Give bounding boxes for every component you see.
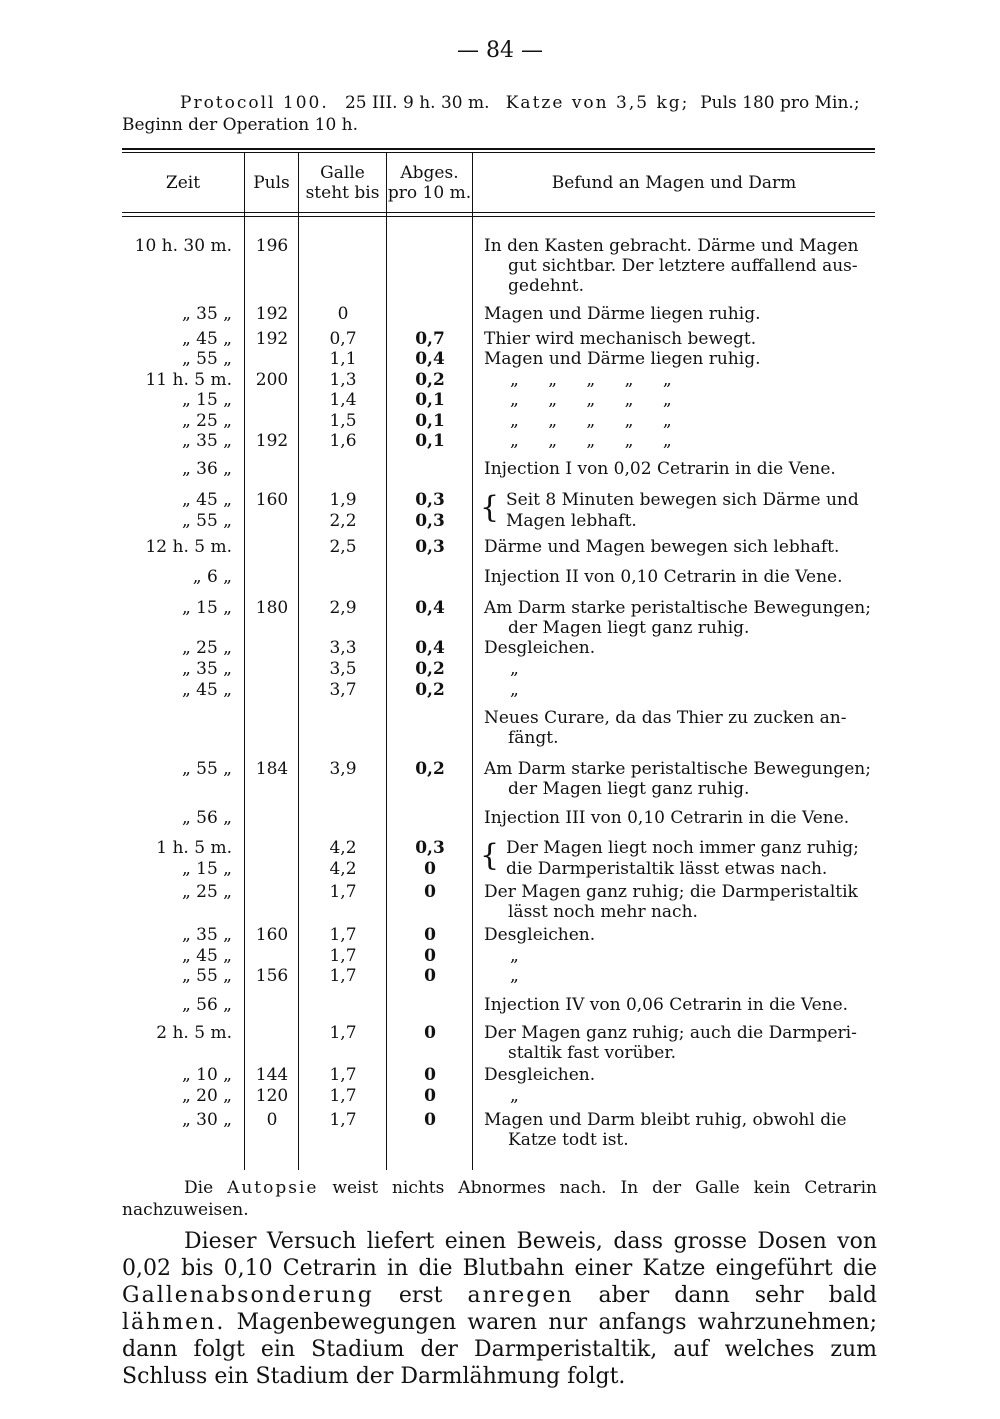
cell-zeit: „ 55 „	[181, 966, 232, 986]
conclusion-spaced-2: anregen	[467, 1283, 574, 1308]
cell-galle: 1,7	[329, 946, 357, 966]
cell-galle: 1,7	[329, 1065, 357, 1085]
befund-line: „ „ „ „ „	[510, 431, 672, 451]
cell-befund	[484, 1023, 876, 1063]
column-divider	[298, 152, 299, 1170]
cell-abges: 0	[424, 859, 436, 879]
cell-abges: 0	[424, 966, 436, 986]
cell-galle: 1,7	[329, 966, 357, 986]
cell-galle: 2,2	[329, 511, 357, 531]
befund-line: „	[510, 680, 519, 700]
cell-befund	[484, 659, 876, 679]
cell-zeit: „ 55 „	[181, 759, 232, 779]
cell-zeit: 10 h. 30 m.	[134, 236, 232, 256]
befund-line: Am Darm starke peristaltische Bewegungen;	[484, 759, 871, 779]
befund-line: „ „ „ „ „	[510, 390, 672, 410]
cell-befund	[484, 946, 876, 966]
cell-galle: 1,7	[329, 882, 357, 902]
header-puls: Puls	[253, 173, 290, 193]
cell-abges: 0,3	[415, 490, 445, 510]
cell-zeit: „ 25 „	[181, 638, 232, 658]
cell-befund	[484, 859, 876, 879]
cell-galle: 1,7	[329, 925, 357, 945]
cell-galle: 1,7	[329, 1023, 357, 1043]
cell-befund	[484, 708, 876, 748]
cell-befund	[484, 882, 876, 922]
cell-abges: 0,7	[415, 329, 445, 349]
cell-zeit: 11 h. 5 m.	[145, 370, 232, 390]
befund-line: Desgleichen.	[484, 925, 596, 945]
cell-abges: 0	[424, 946, 436, 966]
cell-befund	[484, 680, 876, 700]
cell-zeit: „ 10 „	[181, 1065, 232, 1085]
cell-abges: 0,4	[415, 598, 445, 618]
befund-line: Desgleichen.	[484, 1065, 596, 1085]
befund-line: Injection III von 0,10 Cetrarin in die Vene.	[484, 808, 850, 828]
cell-puls: 160	[255, 925, 289, 945]
header-abges: Abges. pro 10 m.	[387, 163, 472, 203]
befund-line: Neues Curare, da das Thier zu zucken an-	[484, 708, 847, 728]
protocol-date: 25 III. 9 h. 30 m.	[344, 93, 490, 113]
cell-abges: 0	[424, 1065, 436, 1085]
conclusion-spaced-1: Gallenabsonderung	[122, 1283, 374, 1308]
cell-abges: 0,3	[415, 838, 445, 858]
cell-galle: 3,3	[329, 638, 357, 658]
cell-puls: 192	[255, 304, 289, 324]
befund-line: Magen und Därme liegen ruhig.	[484, 304, 761, 324]
cell-galle: 3,9	[329, 759, 357, 779]
cell-galle: 1,7	[329, 1086, 357, 1106]
befund-line: Magen lebhaft.	[506, 511, 637, 531]
conclusion-mid-2: aber dann sehr bald	[598, 1283, 877, 1308]
autopsy-note	[122, 1177, 877, 1221]
befund-line: Injection I von 0,02 Cetrarin in die Vene.	[484, 459, 836, 479]
cell-galle: 1,5	[329, 411, 357, 431]
cell-zeit: „ 35 „	[181, 659, 232, 679]
cell-abges: 0,1	[415, 431, 445, 451]
befund-line: „ „ „ „ „	[510, 370, 672, 390]
cell-zeit: „ 45 „	[181, 329, 232, 349]
cell-zeit: „ 6 „	[192, 567, 232, 587]
cell-puls: 196	[255, 236, 289, 256]
cell-zeit: „ 45 „	[181, 490, 232, 510]
header-befund: Befund an Magen und Darm	[551, 173, 797, 193]
cell-zeit: „ 20 „	[181, 1086, 232, 1106]
cell-puls: 120	[255, 1086, 289, 1106]
cell-zeit: 1 h. 5 m.	[156, 838, 232, 858]
cell-befund	[484, 995, 876, 1015]
cell-abges: 0	[424, 1086, 436, 1106]
cell-befund	[484, 1065, 876, 1085]
cell-zeit: „ 35 „	[181, 925, 232, 945]
cell-galle: 4,2	[329, 859, 357, 879]
befund-line: Magen und Därme liegen ruhig.	[484, 349, 761, 369]
conclusion-mid: erst	[398, 1283, 443, 1308]
cell-befund	[484, 411, 876, 431]
cell-abges: 0,3	[415, 537, 445, 557]
protocol-line-1	[122, 92, 882, 114]
protocol-label: Protocoll 100.	[180, 93, 329, 113]
conclusion-paragraph	[122, 1228, 877, 1390]
cell-befund	[484, 236, 876, 296]
cell-puls: 192	[255, 431, 289, 451]
brace-glyph: {	[480, 490, 500, 525]
cell-befund	[484, 459, 876, 479]
cell-puls: 160	[255, 490, 289, 510]
cell-abges: 0,2	[415, 370, 445, 390]
befund-line: Injection IV von 0,06 Cetrarin in die Vene.	[484, 995, 849, 1015]
cell-galle: 3,5	[329, 659, 357, 679]
cell-puls: 180	[255, 598, 289, 618]
cell-zeit: „ 15 „	[181, 390, 232, 410]
cell-befund	[484, 838, 876, 858]
conclusion-spaced-3: lähmen.	[122, 1310, 226, 1335]
protocol-pulse: Puls 180 pro Min.;	[700, 93, 860, 113]
cell-zeit: „ 35 „	[181, 431, 232, 451]
cell-abges: 0	[424, 882, 436, 902]
protocol-header	[122, 92, 882, 136]
autopsy-lead: Die	[184, 1178, 214, 1198]
cell-zeit: „ 25 „	[181, 411, 232, 431]
befund-line: Der Magen liegt noch immer ganz ruhig;	[506, 838, 859, 858]
cell-galle: 4,2	[329, 838, 357, 858]
cell-zeit: „ 30 „	[181, 1110, 232, 1130]
table-top-rule-thin	[122, 152, 875, 153]
cell-zeit: „ 55 „	[181, 511, 232, 531]
cell-befund	[484, 759, 876, 799]
cell-abges: 0,4	[415, 349, 445, 369]
cell-befund	[484, 925, 876, 945]
cell-abges: 0,3	[415, 511, 445, 531]
header-bottom-rule	[122, 212, 875, 213]
cell-abges: 0,1	[415, 390, 445, 410]
table-top-rule	[122, 148, 875, 150]
cell-zeit: „ 15 „	[181, 859, 232, 879]
cell-befund	[484, 1110, 876, 1150]
column-divider	[386, 152, 387, 1170]
cell-galle: 2,5	[329, 537, 357, 557]
cell-abges: 0	[424, 1023, 436, 1043]
cell-befund	[484, 1086, 876, 1106]
befund-line: gedehnt.	[508, 276, 585, 296]
cell-befund	[484, 349, 876, 369]
cell-galle: 1,4	[329, 390, 357, 410]
befund-line: fängt.	[508, 728, 559, 748]
befund-line: gut sichtbar. Der letztere auffallend aus-	[508, 256, 858, 276]
cell-zeit: „ 56 „	[181, 808, 232, 828]
cell-befund	[484, 638, 876, 658]
conclusion-part-2: Magenbewegungen waren nur anfangs wahrzunehmen; dann folgt ein Stadium der Darmperistaltik, auf welches zum Schluss ein Stadium der Darmlähmung folgt.	[122, 1310, 877, 1389]
cell-abges: 0,2	[415, 659, 445, 679]
cell-zeit: „ 55 „	[181, 349, 232, 369]
cell-zeit: 12 h. 5 m.	[145, 537, 232, 557]
cell-puls: 192	[255, 329, 289, 349]
cell-galle: 1,7	[329, 1110, 357, 1130]
cell-befund	[484, 370, 876, 390]
cell-galle: 1,6	[329, 431, 357, 451]
protocol-line-2: Beginn der Operation 10 h.	[122, 115, 359, 135]
cell-puls: 0	[266, 1110, 278, 1130]
befund-line: Injection II von 0,10 Cetrarin in die Vene.	[484, 567, 843, 587]
cell-galle: 1,9	[329, 490, 357, 510]
header-bottom-rule-2	[122, 216, 875, 217]
befund-line: Der Magen ganz ruhig; auch die Darmperi-	[484, 1023, 857, 1043]
cell-abges: 0,4	[415, 638, 445, 658]
cell-galle: 0	[337, 304, 349, 324]
befund-line: der Magen liegt ganz ruhig.	[508, 618, 750, 638]
cell-befund	[484, 511, 876, 531]
befund-line: In den Kasten gebracht. Därme und Magen	[484, 236, 859, 256]
befund-line: die Darmperistaltik lässt etwas nach.	[506, 859, 828, 879]
befund-line: „ „ „ „ „	[510, 411, 672, 431]
cell-befund	[484, 598, 876, 638]
cell-abges: 0	[424, 925, 436, 945]
cell-zeit: „ 15 „	[181, 598, 232, 618]
cell-abges: 0,1	[415, 411, 445, 431]
cell-galle: 2,9	[329, 598, 357, 618]
cell-befund	[484, 431, 876, 451]
cell-zeit: „ 25 „	[181, 882, 232, 902]
cell-zeit: 2 h. 5 m.	[156, 1023, 232, 1043]
cell-galle: 1,3	[329, 370, 357, 390]
befund-line: „	[510, 946, 519, 966]
cell-befund	[484, 304, 876, 324]
cell-zeit: „ 56 „	[181, 995, 232, 1015]
header-zeit: Zeit	[165, 173, 201, 193]
cell-abges: 0	[424, 1110, 436, 1130]
cell-galle: 0,7	[329, 329, 357, 349]
header-galle: Galle steht bis	[305, 163, 380, 203]
cell-zeit: „ 45 „	[181, 680, 232, 700]
befund-line: lässt noch mehr nach.	[508, 902, 698, 922]
cell-abges: 0,2	[415, 680, 445, 700]
cell-puls: 156	[255, 966, 289, 986]
cell-puls: 184	[255, 759, 289, 779]
cell-zeit: „ 35 „	[181, 304, 232, 324]
cell-zeit: „ 45 „	[181, 946, 232, 966]
column-divider	[472, 152, 473, 1170]
autopsy-text: weist nichts Abnormes nach. In der Galle kein Cetrarin nachzuweisen.	[122, 1178, 878, 1220]
cell-zeit: „ 36 „	[181, 459, 232, 479]
befund-line: Am Darm starke peristaltische Bewegungen;	[484, 598, 871, 618]
cell-befund	[484, 490, 876, 510]
befund-line: Desgleichen.	[484, 638, 596, 658]
befund-line: „	[510, 1086, 519, 1106]
befund-line: Der Magen ganz ruhig; die Darmperistaltik	[484, 882, 858, 902]
cell-befund	[484, 808, 876, 828]
autopsy-spaced: Autopsie	[227, 1178, 319, 1198]
befund-line: „	[510, 659, 519, 679]
brace-glyph: {	[480, 838, 500, 873]
befund-line: Seit 8 Minuten bewegen sich Därme und	[506, 490, 859, 510]
cell-galle: 3,7	[329, 680, 357, 700]
page-number: — 84 —	[457, 38, 543, 63]
cell-befund	[484, 329, 876, 349]
cell-galle: 1,1	[329, 349, 357, 369]
cell-befund	[484, 966, 876, 986]
befund-line: staltik fast vorüber.	[508, 1043, 677, 1063]
protocol-animal: Katze von 3,5 kg;	[505, 93, 690, 113]
cell-befund	[484, 567, 876, 587]
befund-line: Katze todt ist.	[508, 1130, 629, 1150]
cell-puls: 144	[255, 1065, 289, 1085]
cell-befund	[484, 537, 876, 557]
cell-puls: 200	[255, 370, 289, 390]
column-divider	[244, 152, 245, 1170]
befund-line: „	[510, 966, 519, 986]
cell-befund	[484, 390, 876, 410]
cell-abges: 0,2	[415, 759, 445, 779]
befund-line: Thier wird mechanisch bewegt.	[484, 329, 757, 349]
conclusion-part-1: Dieser Versuch liefert einen Beweis, dass grosse Dosen von 0,02 bis 0,10 Cetrarin in die Blutbahn einer Katze eingeführt die	[122, 1229, 877, 1281]
befund-line: Därme und Magen bewegen sich lebhaft.	[484, 537, 840, 557]
befund-line: Magen und Darm bleibt ruhig, obwohl die	[484, 1110, 847, 1130]
befund-line: der Magen liegt ganz ruhig.	[508, 779, 750, 799]
